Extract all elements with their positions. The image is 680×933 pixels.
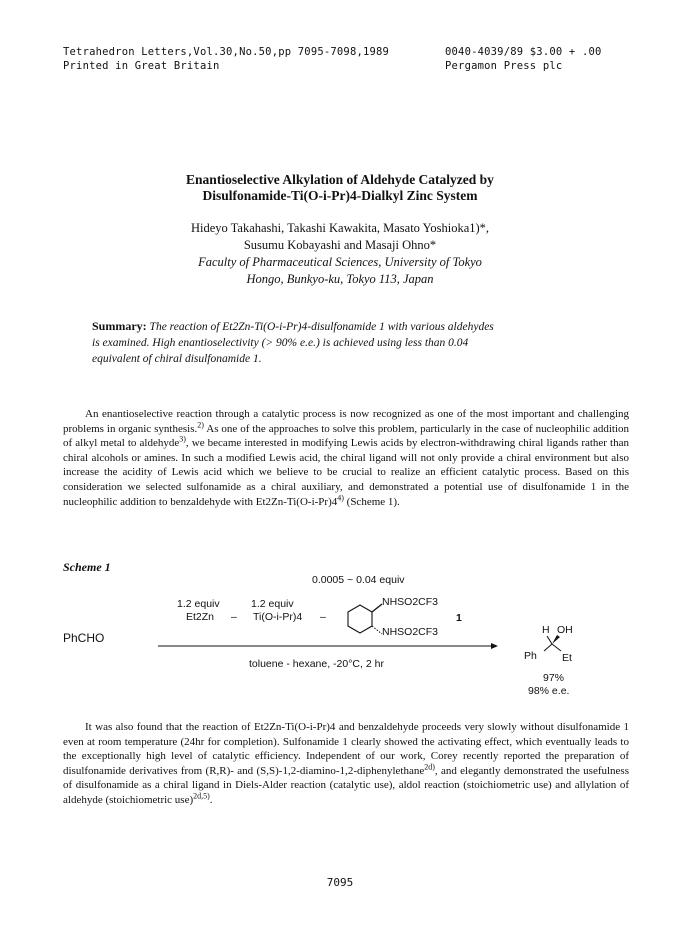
ref-2d-5: 2d,5) [193,791,210,801]
cyclohexane-ring-structure [336,592,386,648]
journal-citation: Tetrahedron Letters,Vol.30,No.50,pp 7095-7098,1989 [63,46,390,58]
catalyst-equiv: 0.0005 ~ 0.04 equiv [312,574,405,586]
product-et: Et [562,652,572,664]
intro-text-4: (Scheme 1). [343,495,400,508]
summary-text1: The reaction of Et2Zn-Ti(O-i-Pr)4-disulfonamide 1 with various aldehydes [149,321,494,333]
reaction-conditions: toluene - hexane, -20°C, 2 hr [249,658,384,670]
product-h: H [542,624,550,636]
reagent-dash-2: – [320,611,326,623]
product-yield: 97% [543,672,565,684]
intro-text-3: , we became interested in modifying Lewis acids by electron-withdrawing chiral ligands rather than chiral alcohols or amines. In such a modified Lewis acid, the chiral ligand will not only provide a chiral environment but also increase the acidity of Lewis acid which we believe to be crucial to realize an efficient catalytic process. Based on this consideration we selected sulfonamide as a chiral auxiliary, and demonstrated a potential use of disulfonamide 1 in the nucleophilic addition to benzaldehyde with Et2Zn-Ti(O-i-Pr)4 [63,437,629,508]
article-title-line1: Enantioselective Alkylation of Aldehyde Catalyzed by [186,172,494,187]
reagent-dash-1: – [231,611,237,623]
article-title-line2: Disulfonamide-Ti(O-i-Pr)4-Dialkyl Zinc System [202,188,478,203]
author-list [0,220,680,288]
nhso2cf3-top: NHSO2CF3 [382,596,439,608]
et2zn-reagent: Et2Zn [186,611,215,623]
para2-text-2: , and elegantly demonstrated the usefulness of disulfonamide as a chiral ligand in Diels-Alder reaction (catalytic use), aldol reaction (stoichiometric use) and allylation of aldehyde (stoichiometric use) [63,764,629,806]
para2-text-3: . [209,793,213,806]
ti-reagent: Ti(O-i-Pr)4 [253,611,303,623]
summary-label: Summary: [92,319,147,333]
et2zn-equiv: 1.2 equiv [177,598,220,610]
ti-equiv: 1.2 equiv [251,598,294,610]
nhso2cf3-bottom: NHSO2CF3 [382,626,439,638]
reaction-scheme [0,568,680,698]
authors-line1: Hideyo Takahashi, Takashi Kawakita, Masato Yoshioka1)*, [190,221,490,235]
printed-in: Printed in Great Britain [63,60,220,72]
ref-2: 2) [197,419,204,429]
compound-number: 1 [456,612,462,624]
intro-text-1: An enantioselective reaction through a catalytic process is now recognized as one of the most important and challenging problems in organic synthesis. [63,408,629,435]
intro-text-2: As one of the approaches to solve this problem, particularly in the case of nucleophilic addition of alkyl metal to aldehyde [63,422,629,450]
ref-4: 4) [337,492,344,502]
intro-paragraph [63,407,629,509]
reaction-arrow [158,642,498,650]
product-oh: OH [557,624,573,636]
summary-text2: is examined. High enantioselectivity (> 90% e.e.) is achieved using less than 0.04 [92,337,469,349]
para2-text-1: It was also found that the reaction of Et2Zn-Ti(O-i-Pr)4 and benzaldehyde proceeds very slowly without disulfonamide 1 even at room temperature (24hr for completion). Sulfonamide 1 clearly showed the activating effect, which eventually leads to the exceptionally high level of catalytic efficiency. Independent of our work, Corey recently reported the preparation of disulfonamide derivatives from (R,R)- and (S,S)-1,2-diamino-1,2-diphenylethane [63,721,629,777]
scheme-label: Scheme 1 [63,560,111,574]
substrate-phcho: PhCHO [63,631,105,645]
issn-price: 0040-4039/89 $3.00 + .00 [445,46,602,58]
ref-3: 3) [179,434,186,444]
affiliation-line2: Hongo, Bunkyo-ku, Tokyo 113, Japan [246,272,434,286]
product-ph: Ph [524,650,537,662]
ref-2d: 2d) [424,762,435,772]
product-structure-bonds [530,634,580,656]
product-ee: 98% e.e. [528,685,570,697]
publisher: Pergamon Press plc [445,60,563,72]
second-paragraph [63,720,629,808]
affiliation-line1: Faculty of Pharmaceutical Sciences, University of Tokyo [198,255,482,269]
page-number: 7095 [326,876,354,889]
summary-block [92,318,592,367]
summary-text3: equivalent of chiral disulfonamide 1. [92,353,262,365]
authors-line2: Susumu Kobayashi and Masaji Ohno* [243,238,437,252]
